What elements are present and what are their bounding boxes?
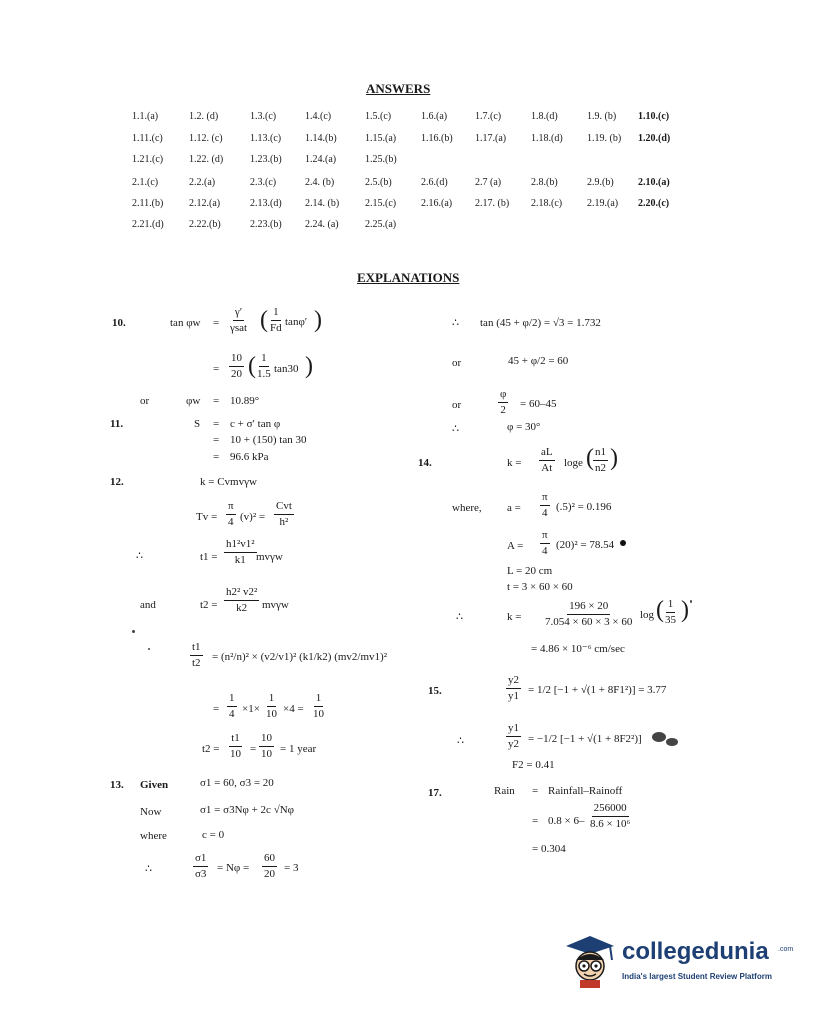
q12-t2-final-eq: =: [250, 743, 257, 755]
q15-eq1: = 1/2 [−1 + √(1 + 8F1²)] = 3.77: [528, 684, 667, 696]
q17-l2a: 0.8 × 6–: [548, 815, 585, 827]
answer-item: 2.7 (a): [475, 177, 502, 188]
q12-t2-final-l: t2 =: [202, 743, 220, 755]
q10-paren-open2: (: [248, 353, 256, 379]
q12-t1-tail: mvγw: [256, 551, 283, 563]
q13-number: 13.: [110, 779, 124, 791]
q11-eq2: =: [213, 434, 220, 446]
q10-frac-gamma: γ′ γsat: [230, 306, 248, 334]
q11-line2: 10 + (150) tan 30: [230, 434, 307, 446]
q13-res: = 3: [284, 862, 299, 874]
q13-now: Now: [140, 806, 162, 818]
q10-paren-open: (: [260, 307, 268, 333]
q10-paren-close2: ): [305, 353, 313, 379]
q14-frac-1-35: $\frac{1}{35}$: [665, 598, 676, 626]
rt-or1: or: [452, 357, 462, 369]
q17-l3: = 0.304: [532, 843, 566, 855]
q10-tanphi: tanφ′: [285, 316, 308, 328]
answer-item: 2.3.(c): [250, 177, 277, 188]
q14-A-val: (20)² = 78.54: [556, 539, 615, 551]
mascot-icon: [560, 932, 618, 992]
q14-paren-open: (: [586, 445, 594, 471]
q10-eq1: =: [213, 317, 220, 329]
q14-a-val: (.5)² = 0.196: [556, 501, 612, 513]
q15-f2: F2 = 0.41: [512, 759, 555, 771]
q14-frac-pi4a: $\frac{\pi}{4}$: [542, 491, 548, 519]
q14-frac-k: $\frac{196 \times 20}{7.054 \times 60 \times 3 \times 60}$: [545, 600, 633, 628]
q11-number: 11.: [110, 418, 124, 430]
answer-item: 2.19.(a): [587, 198, 619, 209]
q14-k2: k =: [507, 611, 522, 623]
answer-item: 1.6.(a): [421, 111, 448, 122]
q12-k-line: k = Cvmvγw: [200, 476, 257, 488]
answer-item: 2.8.(b): [531, 177, 558, 188]
answer-item: 2.22.(b): [189, 219, 221, 230]
q12-calc-frac1: $\frac{1}{4}$: [229, 692, 235, 720]
answers-title: ANSWERS: [366, 81, 431, 96]
q13-now-expr: σ1 = σ3Nφ + 2c √Nφ: [200, 804, 295, 816]
q11-eq1: =: [213, 418, 220, 430]
q12-calc-frac3: $\frac{1}{10}$: [313, 692, 324, 720]
answer-item: 1.5.(c): [365, 111, 392, 122]
q14-paren-close: ): [610, 445, 618, 471]
collegedunia-logo: [560, 932, 800, 996]
q14-k-eq: k =: [507, 457, 522, 469]
answer-item: 2.2.(a): [189, 177, 216, 188]
q12-calc-mid: ×1×: [242, 703, 260, 715]
answer-item: 2.4. (b): [305, 177, 335, 188]
answer-item: 2.21.(d): [132, 219, 164, 230]
answer-item: 2.6.(d): [421, 177, 448, 188]
q12-t2: t2 =: [200, 599, 218, 611]
q12-t1: t1 =: [200, 551, 218, 563]
q12-t2-final-frac1: $\frac{t1}{10}$: [230, 732, 241, 760]
q12-tv: Tv =: [196, 511, 218, 523]
rt-line3: = 60–45: [520, 398, 557, 410]
q13-therefore: ∴: [145, 863, 152, 875]
rt-tan-line: tan (45 + φ/2) = √3 = 1.732: [480, 317, 601, 329]
q11-s: S: [194, 418, 201, 430]
answer-item: 1.13.(c): [250, 133, 282, 144]
answer-item: 1.4.(c): [305, 111, 332, 122]
answer-item: 2.25.(a): [365, 219, 397, 230]
answer-item: 1.18.(d): [531, 133, 563, 144]
q14-paren-close2: ): [681, 597, 689, 623]
logo-tagline: India's largest Student Review Platform: [622, 972, 772, 981]
answer-item: 1.9. (b): [587, 111, 617, 122]
q14-paren-open2: (: [656, 597, 664, 623]
q14-number: 14.: [418, 457, 432, 469]
q14-log2: log: [640, 609, 655, 621]
answer-item: 1.7.(c): [475, 111, 502, 122]
rt-line2: 45 + φ/2 = 60: [508, 355, 569, 367]
q12-v2: (v)² =: [240, 511, 266, 523]
answer-item: 2.1.(c): [132, 177, 159, 188]
rt-frac-phi2: $\frac{\varphi}{2}$: [500, 388, 507, 416]
q10-frac-1-15: $\frac{1}{1.5}$: [257, 352, 271, 380]
q13-given: Given: [140, 779, 169, 791]
answer-item: 2.10.(a): [638, 177, 670, 188]
answer-item: 2.20.(c): [638, 198, 670, 209]
answer-item: 2.9.(b): [587, 177, 614, 188]
q15-frac-y2y1: $\frac{y2}{y1}$: [508, 674, 519, 702]
q12-t2-final-frac2: $\frac{10}{10}$: [261, 732, 272, 760]
logo-name: collegedunia: [622, 938, 769, 965]
q12-calc-frac2: $\frac{1}{10}$: [266, 692, 277, 720]
answer-item: 1.23.(b): [250, 154, 282, 165]
answer-item: 2.23.(b): [250, 219, 282, 230]
q17-rain: Rain: [494, 785, 515, 797]
answer-item: 2.12.(a): [189, 198, 221, 209]
q10-frac-fd: $\frac{1}{Fd}$: [270, 306, 282, 334]
q13-frac-sigma: $\frac{\sigma 1}{\sigma 3}$: [195, 852, 207, 880]
q14-frac-pi4b: $\frac{\pi}{4}$: [542, 529, 548, 557]
q13-frac-60-20: $\frac{60}{20}$: [264, 852, 275, 880]
q15-number: 15.: [428, 685, 442, 697]
q14-A-eq: A =: [507, 540, 524, 552]
answer-item: 1.10.(c): [638, 111, 670, 122]
answer-item: 1.21.(c): [132, 154, 164, 165]
q10-eq3: =: [213, 395, 220, 407]
q13-nphi: = Nφ =: [217, 862, 250, 874]
answer-item: 1.25.(b): [365, 154, 397, 165]
q11-eq3: =: [213, 451, 220, 463]
answer-item: 1.17.(a): [475, 133, 507, 144]
q11-line1: c + σ′ tan φ: [230, 418, 281, 430]
q10-lhs: tan φw: [170, 317, 201, 329]
answer-item: 2.5.(b): [365, 177, 392, 188]
q12-frac-t2: $\frac{\text{h2² v2²}}{k2}$: [226, 586, 258, 614]
q10-or: or: [140, 395, 150, 407]
q14-t-line: t = 3 × 60 × 60: [507, 581, 573, 593]
answer-item: 2.17. (b): [475, 198, 510, 209]
q17-number: 17.: [428, 787, 442, 799]
q15-eq2: = −1/2 [−1 + √(1 + 8F2²)]: [528, 733, 642, 745]
q12-frac-ratio: $\frac{t1}{t2}$: [192, 641, 201, 669]
q10-result: 10.89°: [230, 395, 260, 407]
q10-paren-close: ): [314, 307, 322, 333]
answer-item: 1.2. (d): [189, 111, 219, 122]
q12-t2-final-r: = 1 year: [280, 743, 317, 755]
rt-therefore: ∴: [452, 317, 459, 329]
answer-item: 1.22. (d): [189, 154, 224, 165]
q13-given-expr: σ1 = 60, σ3 = 20: [200, 777, 274, 789]
answer-item: 1.8.(d): [531, 111, 558, 122]
q10-phiw: φw: [186, 395, 201, 407]
answer-item: 1.14.(b): [305, 133, 337, 144]
answer-item: 2.11.(b): [132, 198, 164, 209]
answer-item: 1.11.(c): [132, 133, 163, 144]
q14-where: where,: [452, 502, 482, 514]
answer-item: 2.13.(d): [250, 198, 282, 209]
q14-frac-al-at: $\frac{aL}{At}$: [541, 446, 553, 474]
q17-eq2: =: [532, 815, 539, 827]
q10-frac-10-20: $\frac{10}{20}$: [231, 352, 242, 380]
answer-item: 1.12. (c): [189, 133, 223, 144]
q12-therefore: ∴: [136, 550, 143, 562]
q15-therefore: ∴: [457, 735, 464, 747]
q13-where-expr: c = 0: [202, 829, 225, 841]
answer-item: 2.15.(c): [365, 198, 397, 209]
q12-frac-pi4: $\frac{\pi}{4}$: [228, 500, 234, 528]
explanations-title: EXPLANATIONS: [357, 270, 460, 285]
q14-L-line: L = 20 cm: [507, 565, 553, 577]
q12-number: 12.: [110, 476, 124, 488]
q12-calc-x4: ×4 =: [283, 703, 304, 715]
q10-eq2: =: [213, 363, 220, 375]
rt-line4: φ = 30°: [507, 421, 541, 433]
q15-frac-y1y2: $\frac{y1}{y2}$: [508, 722, 519, 750]
answer-item: 2.18.(c): [531, 198, 563, 209]
q12-frac-cvt: Cvt h²: [276, 500, 292, 528]
answer-item: 1.24.(a): [305, 154, 337, 165]
q12-calc-eq: =: [213, 703, 220, 715]
answer-item: 2.16.(a): [421, 198, 453, 209]
q10-tan30: tan30: [274, 363, 299, 375]
q17-frac: $\frac{256000}{\text{8.6 × 10⁶}}$: [590, 802, 631, 830]
q14-a-eq: a =: [507, 502, 521, 514]
q11-line3: 96.6 kPa: [230, 451, 269, 463]
q12-t2-tail: mvγw: [262, 599, 289, 611]
q13-where: where: [140, 830, 167, 842]
q14-frac-n1n2: $\frac{n1}{n2}$: [595, 446, 606, 474]
answer-item: 1.20.(d): [638, 133, 671, 144]
rt-therefore2: ∴: [452, 423, 459, 435]
q14-log: loge: [564, 457, 583, 469]
q12-ratio-expr: = (n²/n)² × (v2/v1)² (k1/k2) (mv2/mv1)²: [212, 651, 387, 663]
answer-item: 1.16.(b): [421, 133, 453, 144]
answer-item: 2.24. (a): [305, 219, 339, 230]
q12-frac-t1: $\frac{\text{h1²v1²}}{k1}$: [226, 538, 255, 566]
q17-l1: Rainfall–Rainoff: [548, 785, 623, 797]
answer-item: 1.19. (b): [587, 133, 622, 144]
q10-number: 10.: [112, 317, 126, 329]
q14-k-res: = 4.86 × 10⁻⁶ cm/sec: [531, 643, 625, 655]
q14-therefore: ∴: [456, 611, 463, 623]
logo-suffix: .com: [778, 946, 794, 953]
rt-or2: or: [452, 399, 462, 411]
q12-and: and: [140, 599, 156, 611]
answer-item: 2.14. (b): [305, 198, 340, 209]
q17-eq: =: [532, 785, 539, 797]
answer-item: 1.1.(a): [132, 111, 159, 122]
answer-item: 1.3.(c): [250, 111, 277, 122]
answer-item: 1.15.(a): [365, 133, 397, 144]
